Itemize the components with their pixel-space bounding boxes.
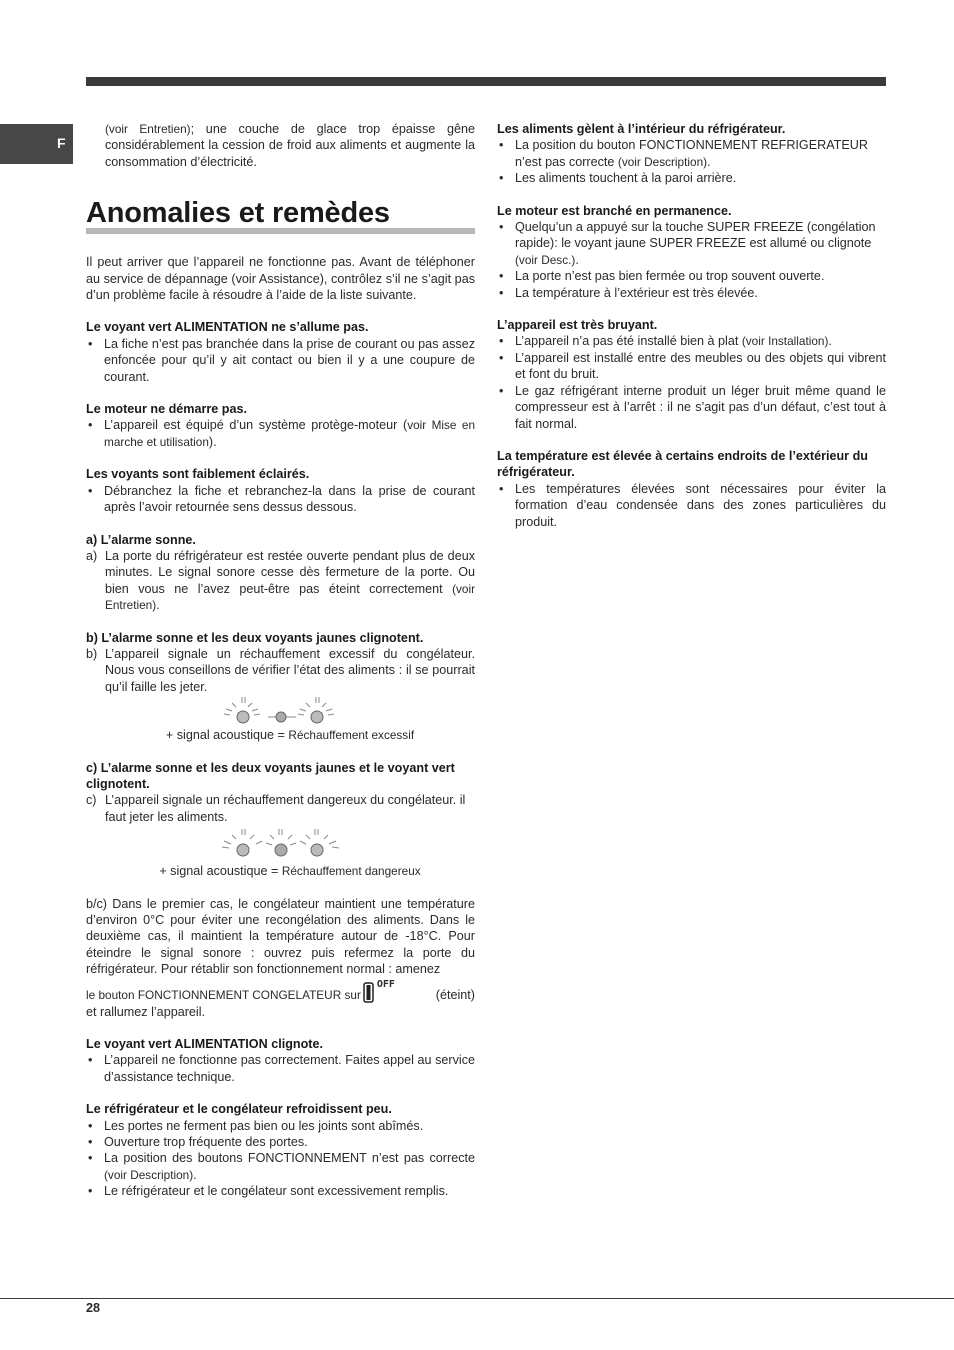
section-noisy [497, 317, 886, 432]
section-heading: Le réfrigérateur et le congélateur refroidissent peu. [86, 1102, 392, 1117]
section-heading: L’appareil est très bruyant. [497, 318, 658, 333]
off-icon [363, 980, 395, 1004]
list-item: • Le réfrigérateur et le congélateur sont excessivement remplis. [86, 1183, 475, 1199]
led-diagram-dangerous [216, 825, 346, 861]
section-alarm-a [86, 532, 475, 614]
list-item: • Ouverture trop fréquente des portes. [86, 1134, 475, 1150]
list-item: • L’appareil est installé entre des meubles ou des objets qui vibrent et font du bruit. [497, 350, 886, 383]
knob-icon [363, 980, 375, 1004]
caption-meaning: Réchauffement excessif [288, 728, 415, 743]
item-label: a) [86, 548, 98, 563]
item-label: c) [86, 793, 97, 808]
item-end: . [193, 1167, 197, 1182]
section-heading: La température est élevée à certains endroits de l’extérieur du réfrigérateur. [497, 448, 868, 480]
section-motor-not-starting [86, 401, 475, 450]
list-item: • Les températures élevées sont nécessaires pour éviter la formation d’eau condensée dans des zones particulières du produit. [497, 481, 886, 530]
list-item: • La fiche n’est pas branchée dans la prise de courant ou pas assez enfoncée pour qu’il y ait contact ou bien il y a une coupure de courant. [86, 336, 475, 385]
list-item [86, 792, 475, 825]
section-alarm-c [86, 760, 475, 880]
list-item [86, 646, 475, 695]
intro-paragraph-section [86, 254, 475, 303]
item-text: L’appareil n’a pas été installé bien à plat [515, 334, 742, 349]
led-caption [86, 727, 475, 743]
list-item: • Les portes ne ferment pas bien ou les joints sont abîmés. [86, 1118, 475, 1134]
list-item [86, 1150, 475, 1183]
language-tab [0, 124, 73, 164]
section-heading: Le voyant vert ALIMENTATION ne s’allume pas. [86, 320, 369, 335]
section-poor-cooling [86, 1101, 475, 1199]
list-item: • La porte n’est pas bien fermée ou trop souvent ouverte. [497, 268, 886, 284]
section-food-freezes [497, 121, 886, 187]
section-heading: Le moteur ne démarre pas. [86, 402, 247, 417]
list-item: • La température à l’extérieur est très élevée. [497, 285, 886, 301]
section-heading: Le moteur est branché en permanence. [497, 203, 732, 218]
item-ref: (voir Installation) [741, 334, 829, 349]
caption-signal: + signal acoustique = [159, 864, 282, 879]
section-heading: a) L’alarme sonne. [86, 532, 196, 547]
bc-line3: et rallumez l’appareil. [86, 1004, 205, 1019]
list-item: • L’appareil ne fonctionne pas correctement. Faites appel au service d’assistance technique. [86, 1052, 475, 1085]
item-end: . [707, 154, 711, 169]
page-title: Anomalies et remèdes [86, 198, 475, 234]
item-end: . [828, 334, 832, 349]
list-item [497, 137, 886, 170]
caption-signal: + signal acoustique = [165, 728, 289, 743]
item-text: L’appareil est équipé d’un système protège-moteur ( [104, 418, 408, 433]
off-label: OFF [376, 978, 395, 990]
section-hot-exterior [497, 448, 886, 530]
list-item: • Le gaz réfrigérant interne produit un léger bruit même quand le compresseur est à l’arrêt : il ne s’agit pas d’un défaut, c’est tout à fait normal. [497, 383, 886, 432]
bc-off-meaning: (éteint) [435, 988, 475, 1003]
section-bc-explanation [86, 896, 475, 1020]
language-tab-label: F [57, 135, 66, 151]
intro-ref: (voir Entretien) [105, 122, 191, 136]
section-dim-leds [86, 466, 475, 515]
item-ref: (voir Description) [104, 1167, 194, 1182]
bc-paragraph: b/c) Dans le premier cas, le congélateur maintient une température d’environ 0°C pour éviter une recongélation des aliments. Dans le deuxième cas, il maintient la température autour de -18°C. Pour éteindre le signal sonore : ouvrez puis refermez la porte du réfrigérateur. Pour rétablir son fonctionnement normal : amenez [86, 896, 475, 977]
item-ref: (voir Desc.) [515, 252, 576, 267]
item-end: . [575, 252, 579, 267]
left-column [86, 121, 475, 1216]
led-caption [86, 863, 475, 879]
intro-text: ; une couche de glace trop épaisse gêne considérablement la cession de froid aux aliments et augmente la consommation d’électricité. [105, 122, 475, 169]
section-heading: Les aliments gèlent à l’intérieur du réfrigérateur. [497, 122, 786, 136]
item-ref: voir Mise en marche et utilisation [104, 418, 475, 449]
bc-line-text: le bouton FONCTIONNEMENT CONGELATEUR sur [86, 988, 361, 1003]
page-number: 28 [86, 1301, 101, 1315]
item-end: ). [208, 434, 217, 449]
section-heading: b) L’alarme sonne et les deux voyants jaunes clignotent. [86, 630, 424, 645]
item-ref: (voir Entretien) [105, 581, 475, 613]
footer-rule [0, 1298, 954, 1299]
item-end: . [156, 598, 160, 613]
intro-continuation [86, 121, 475, 170]
item-text: L’appareil signale un réchauffement dangereux du congélateur. il faut jeter les aliments. [105, 793, 466, 824]
item-text: La position des boutons FONCTIONNEMENT n’est pas correcte [104, 1151, 475, 1166]
item-text: La porte du réfrigérateur est restée ouverte pendant plus de deux minutes. Le signal sonore cesse dès fermeture de la porte. Ou bien vous ne l’avez peut-être pas éteint correctement [105, 548, 475, 596]
section-power-led-off [86, 319, 475, 385]
list-item: • Débranchez la fiche et rebranchez-la dans la prise de courant après l’avoir retournée sens dessus dessous. [86, 483, 475, 516]
section-motor-always-on [497, 203, 886, 301]
list-item [86, 548, 475, 614]
item-text: La position du bouton FONCTIONNEMENT REFRIGERATEUR n’est pas correcte [515, 138, 868, 169]
bc-line-off [86, 978, 475, 1004]
right-column [497, 121, 886, 546]
list-item [497, 333, 886, 349]
list-item [86, 417, 475, 450]
intro-paragraph: Il peut arriver que l’appareil ne fonctionne pas. Avant de téléphoner au service de dépannage (voir Assistance), contrôlez s’il ne s’agit pas d’un problème facile à résoudre à l’aide de la liste suivante. [86, 255, 475, 303]
section-heading: c) L’alarme sonne et les deux voyants jaunes et le voyant vert clignotent. [86, 760, 455, 791]
list-item: • Les aliments touchent à la paroi arrière. [497, 170, 886, 186]
header-bar [86, 77, 886, 86]
led-diagram-excessive [216, 695, 346, 727]
item-ref: (voir Description) [617, 154, 708, 169]
section-alarm-b [86, 630, 475, 744]
caption-meaning: Réchauffement dangereux [281, 864, 421, 879]
item-label: b) [86, 646, 98, 661]
section-power-led-blinks [86, 1036, 475, 1085]
section-heading: Les voyants sont faiblement éclairés. [86, 467, 310, 482]
item-text: L’appareil signale un réchauffement excessif du congélateur. Nous vous conseillons de vérifier l’état des aliments : il se pourrait qu’il faille les jeter. [105, 646, 475, 694]
list-item [497, 219, 886, 268]
item-text: Quelqu’un a appuyé sur la touche SUPER FREEZE (congélation rapide): le voyant jaune SUPER FREEZE est allumé ou clignote [515, 220, 876, 251]
section-heading: Le voyant vert ALIMENTATION clignote. [86, 1037, 323, 1052]
